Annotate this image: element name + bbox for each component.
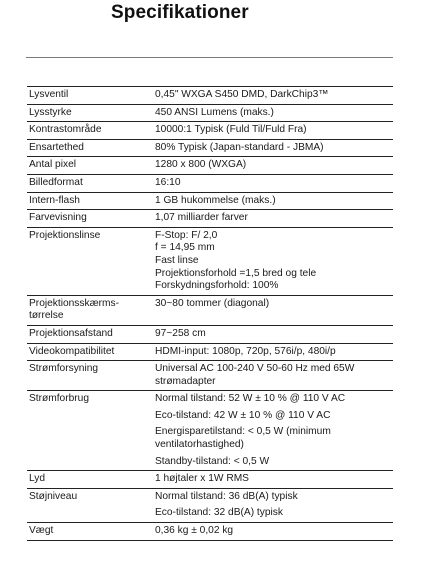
spec-value: 10000:1 Typisk (Fuld Til/Fuld Fra)	[155, 124, 307, 136]
spec-value: 450 ANSI Lumens (maks.)	[155, 106, 274, 118]
spec-row-ensartethed	[27, 139, 393, 157]
spec-label: Støjniveau	[29, 490, 78, 502]
spec-label: Farvevisning	[29, 212, 87, 224]
spec-value: Normal tilstand: 52 W ± 10 % @ 110 V AC	[155, 393, 346, 405]
spec-value: 1,07 milliarder farver	[155, 212, 248, 224]
spec-value: Eco-tilstand: 42 W ± 10 % @ 110 V AC	[155, 409, 331, 421]
spec-table-body	[27, 87, 393, 541]
spec-label: Strømforsyning	[29, 363, 99, 375]
spec-value: 16:10	[155, 176, 181, 188]
spec-row-lysventil	[27, 87, 393, 105]
spec-label: Vægt	[29, 525, 54, 537]
spec-row-projektionslinse	[27, 227, 393, 295]
spec-label: Intern-flash	[29, 194, 80, 206]
spec-label: Videokompatibilitet	[29, 345, 115, 357]
spec-label: Billedformat	[29, 176, 83, 188]
spec-label: Ensartethed	[29, 141, 84, 153]
spec-row-str-mforsyning	[27, 361, 393, 391]
spec-label	[27, 295, 149, 325]
spec-value: Eco-tilstand: 32 dB(A) typisk	[155, 507, 283, 519]
spec-row-projektionsafstand	[27, 325, 393, 343]
spec-row-projektionssk-rms-t-rrelse	[27, 295, 393, 325]
spec-label: Projektionslinse	[29, 229, 101, 241]
spec-value-line: Projektionsforhold =1,5 bred og tele	[155, 267, 317, 279]
spec-label: Strømforbrug	[29, 393, 90, 405]
spec-value-line: f = 14,95 mm	[155, 242, 215, 254]
spec-value: Standby-tilstand: < 0,5 W	[155, 455, 270, 467]
spec-row-st-jniveau-1	[27, 488, 393, 505]
spec-value: Normal tilstand: 36 dB(A) typisk	[155, 490, 298, 502]
spec-value	[149, 227, 393, 295]
spec-value: 1 GB hukommelse (maks.)	[155, 194, 276, 206]
spec-label: Projektionsafstand	[29, 327, 113, 339]
spec-label: Kontrastområde	[29, 124, 102, 136]
spec-row-lysstyrke	[27, 104, 393, 122]
spec-label-line: tørrelse	[29, 310, 64, 322]
spec-label: Lyd	[29, 473, 46, 485]
spec-value: 1280 x 800 (WXGA)	[155, 159, 247, 171]
spec-value-line: F-Stop: F/ 2,0	[155, 229, 218, 241]
spec-value: HDMI-input: 1080p, 720p, 576i/p, 480i/p	[155, 345, 336, 357]
spec-row-lyd	[27, 471, 393, 489]
spec-table	[27, 86, 393, 541]
spec-row-v-gt	[27, 523, 393, 541]
spec-label: Lysstyrke	[29, 106, 72, 118]
spec-value: 0,36 kg ± 0,02 kg	[155, 525, 234, 537]
spec-value	[149, 424, 393, 453]
spec-label: Antal pixel	[29, 159, 77, 171]
spec-row-billedformat	[27, 174, 393, 192]
spec-row-intern-flash	[27, 192, 393, 210]
spec-label-line: Projektionsskærms-	[29, 297, 120, 309]
page-title: Specifikationer	[111, 2, 249, 23]
spec-value	[149, 361, 393, 391]
spec-row-videokompatibilitet	[27, 343, 393, 361]
spec-row-farvevisning	[27, 210, 393, 228]
spec-value-line: Fast linse	[155, 254, 199, 266]
spec-row-kontrastomra-de	[27, 122, 393, 140]
spec-value: 97~258 cm	[155, 327, 206, 339]
spec-value-line: Universal AC 100-240 V 50-60 Hz med 65W	[155, 363, 355, 375]
spec-value-line: strømadapter	[155, 375, 216, 387]
spec-row-str-mforbrug-1	[27, 391, 393, 408]
spec-row-antal-pixel	[27, 157, 393, 175]
spec-value-line: ventilatorhastighed)	[155, 439, 244, 451]
spec-value: 0,45" WXGA S450 DMD, DarkChip3™	[155, 89, 329, 100]
title-divider	[26, 57, 393, 58]
spec-value: 30~80 tommer (diagonal)	[155, 297, 270, 309]
spec-value-line: Forskydningsforhold: 100%	[155, 280, 279, 292]
spec-value: 1 højtaler x 1W RMS	[155, 473, 249, 485]
spec-value-line: Energisparetilstand: < 0,5 W (minimum	[155, 426, 331, 438]
spec-value: 80% Typisk (Japan-standard - JBMA)	[155, 141, 324, 153]
spec-label: Lysventil	[29, 89, 69, 100]
